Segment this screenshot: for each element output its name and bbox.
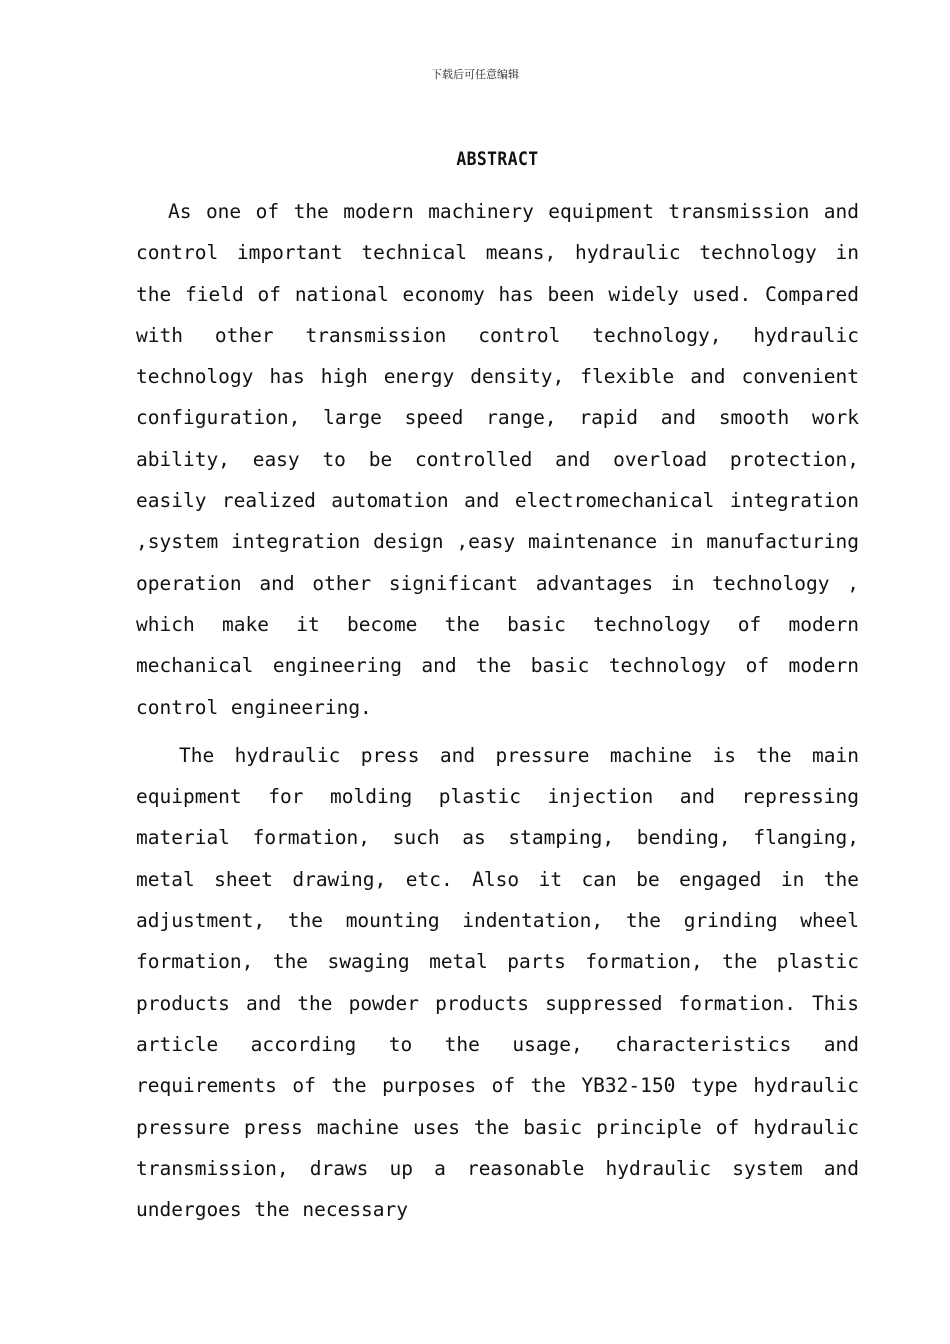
page-header: 下载后可任意编辑	[431, 68, 519, 81]
abstract-paragraph-2: The hydraulic press and pressure machine is the main equipment for molding plastic injection and repressing material formation, such as stamping, bending, flanging, metal sheet drawing, etc. Also it can be engaged in the adjustment, the mounting indentation, the grinding wheel formation, the swaging metal parts formation, the plastic products and the powder products suppressed formation. This article according to the usage, characteristics and requirements of the purposes of the YB32-150 type hydraulic pressure press machine uses the basic principle of hydraulic transmission, draws up a reasonable hydraulic system and undergoes the necessary	[136, 743, 859, 1222]
abstract-body	[136, 191, 859, 1230]
abstract-paragraph-1: As one of the modern machinery equipment transmission and control important technical means, hydraulic technology in the field of national economy has been widely used. Compared with other transmission control technology, hydraulic technology has high energy density, flexible and convenient configuration, large speed range, rapid and smooth work ability, easy to be controlled and overload protection, easily realized automation and electromechanical integration ,system integration design ,easy maintenance in manufacturing operation and other significant advantages in technology , which make it become the basic technology of modern mechanical engineering and the basic technology of modern control engineering.	[136, 200, 859, 719]
abstract-title: ABSTRACT	[456, 148, 539, 170]
